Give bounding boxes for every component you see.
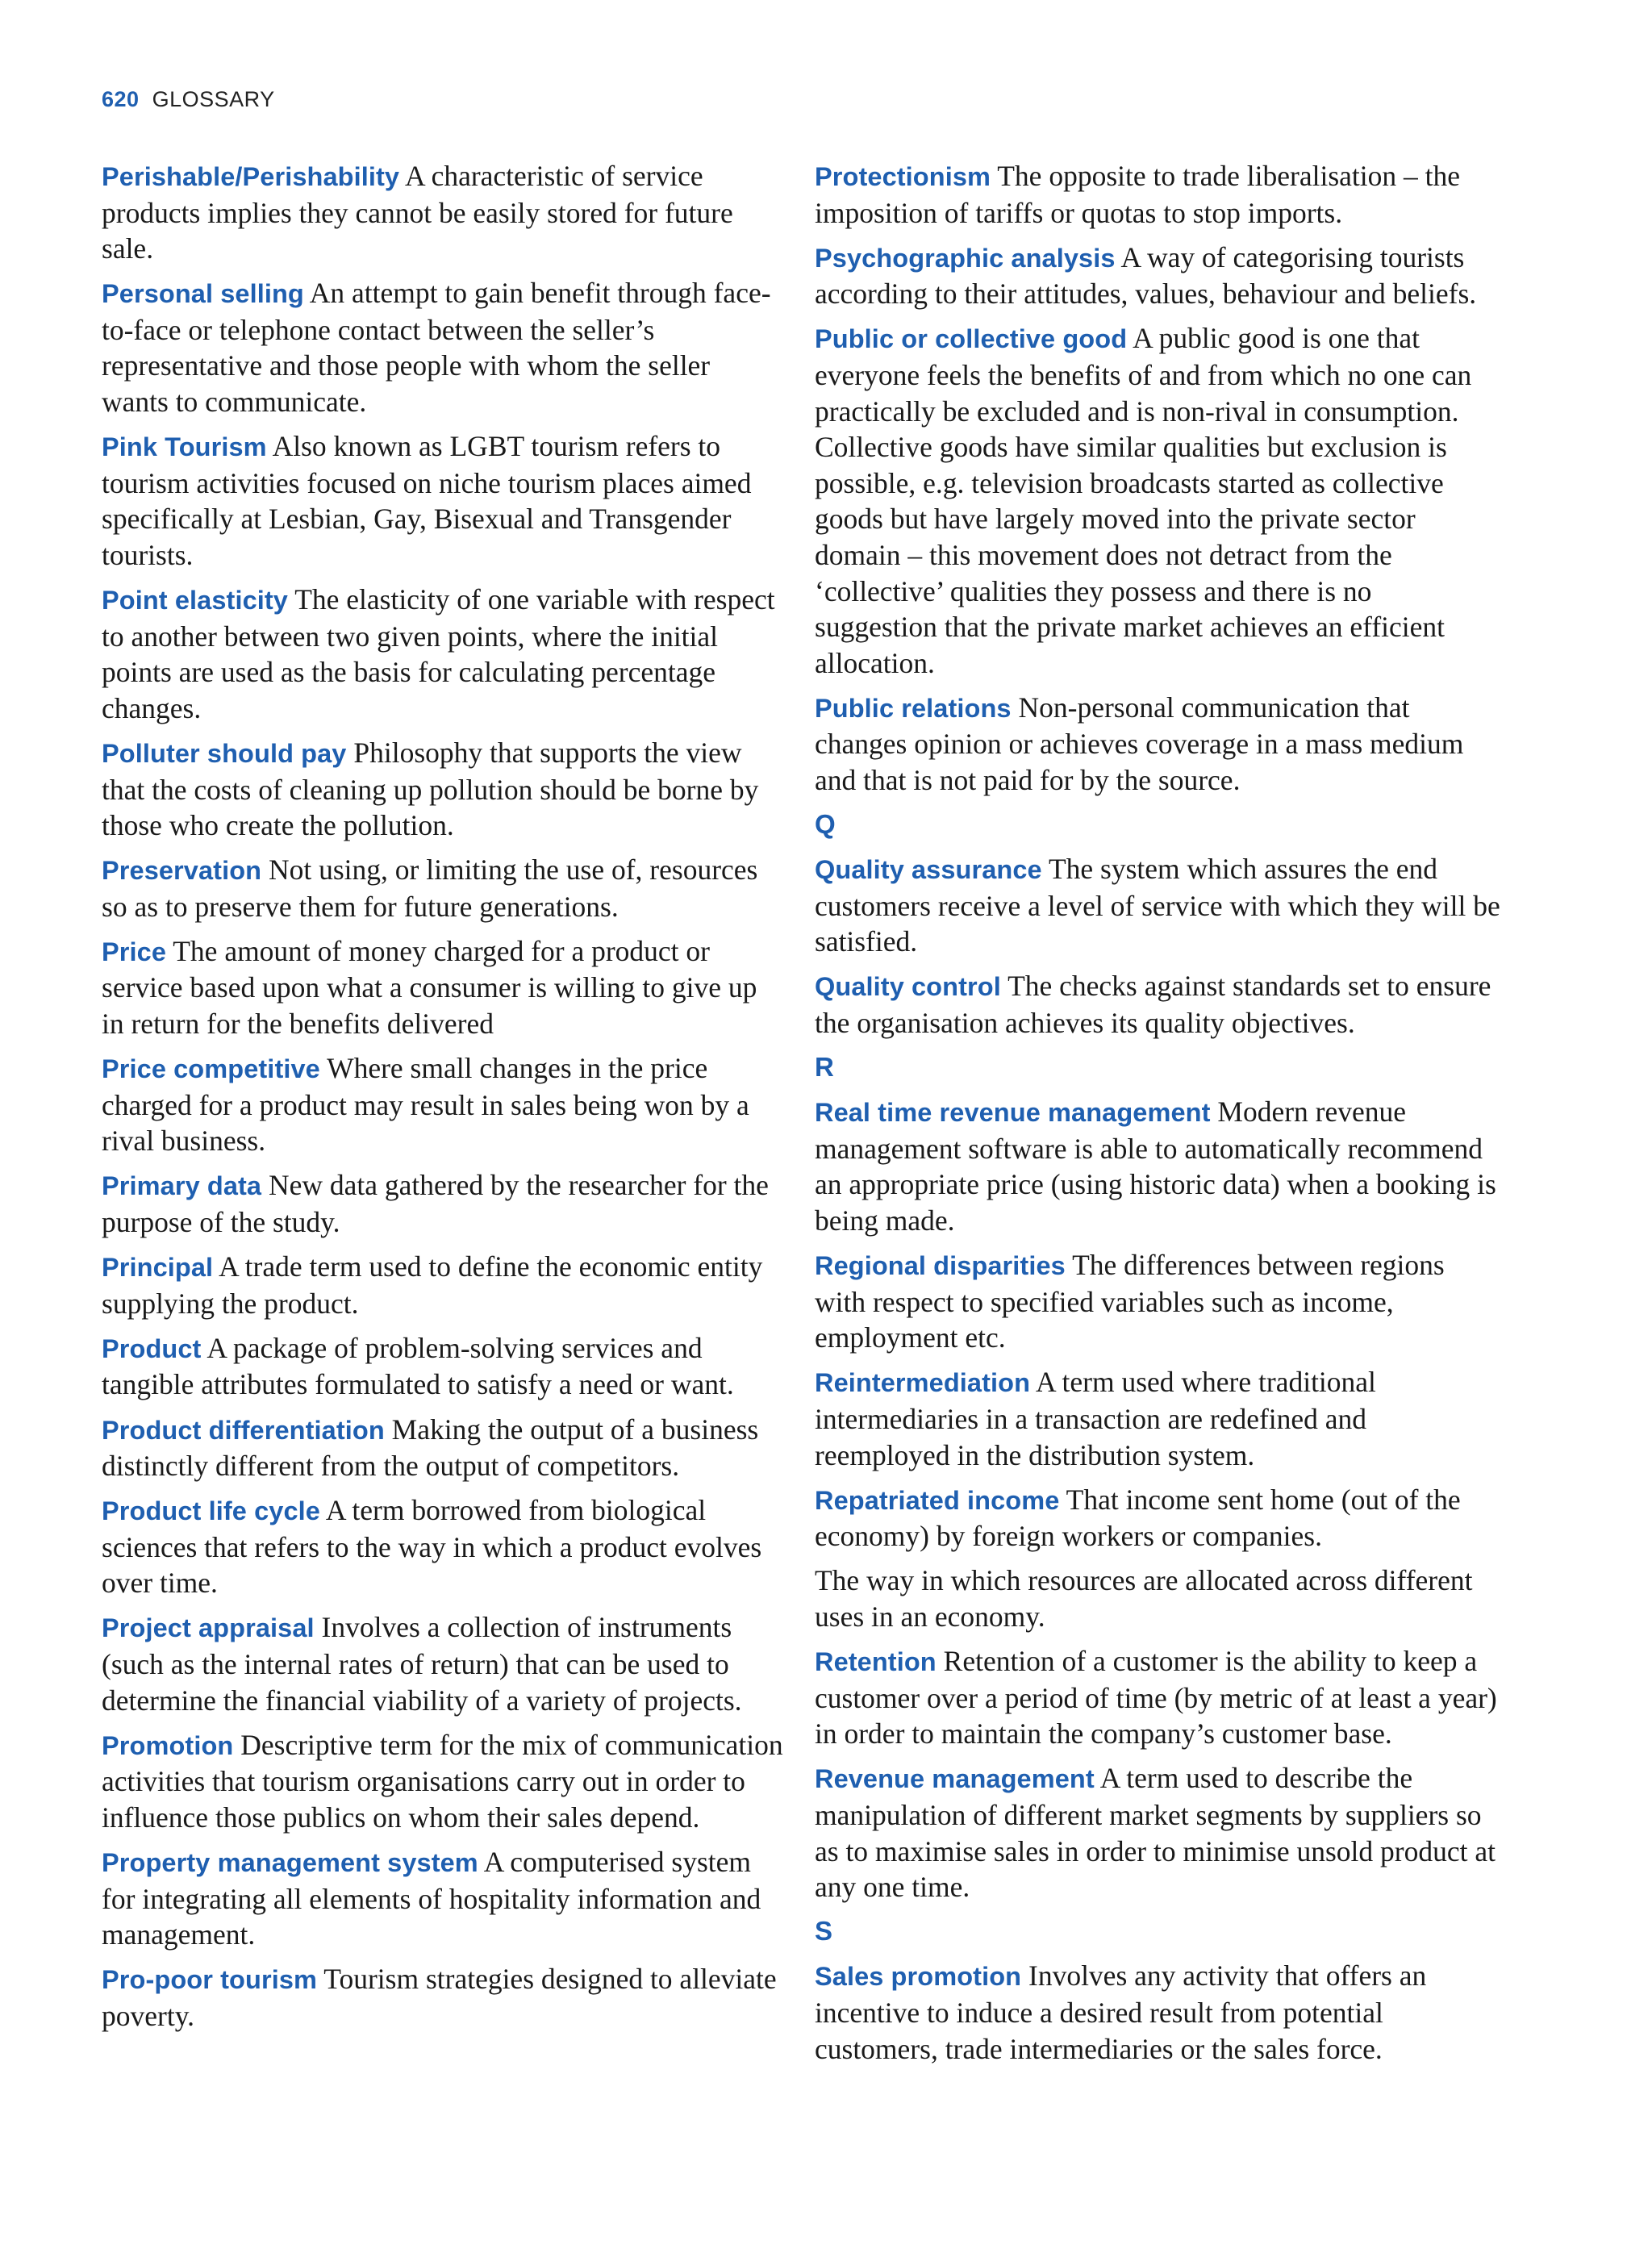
glossary-term: Quality control xyxy=(815,972,1001,1002)
glossary-term: Price competitive xyxy=(102,1054,320,1084)
glossary-definition: The way in which resources are allocated across different uses in an economy. xyxy=(815,1564,1473,1633)
glossary-term: Promotion xyxy=(102,1730,234,1760)
glossary-entry xyxy=(815,240,1500,312)
page-number: 620 xyxy=(102,87,140,111)
glossary-definition: The differences between regions with respect to specified variables such as income, employment etc. xyxy=(815,1249,1445,1354)
section-title: GLOSSARY xyxy=(152,87,275,111)
glossary-entry xyxy=(102,852,783,924)
glossary-term: Quality assurance xyxy=(815,855,1042,885)
glossary-entry xyxy=(102,158,783,267)
glossary-term: Pro-poor tourism xyxy=(102,1965,318,1995)
glossary-term: Price xyxy=(102,937,167,966)
glossary-entry xyxy=(102,1727,783,1836)
glossary-definition: Retention of a customer is the ability to keep a customer over a period of time (by metric of at least a year) in order to maintain the company’s customer base. xyxy=(815,1645,1497,1751)
section-letter: Q xyxy=(815,809,836,840)
glossary-definition: The elasticity of one variable with respect to another between two given points, where the initial points are used as the basis for calculating percentage changes. xyxy=(102,583,775,724)
glossary-definition: An attempt to gain benefit through face-to-face or telephone contact between the seller’s representative and those people with whom the seller wants to communicate. xyxy=(102,277,771,419)
glossary-entry xyxy=(102,933,783,1042)
glossary-entry xyxy=(102,1050,783,1159)
glossary-term: Preservation xyxy=(102,856,262,886)
glossary-term: Retention xyxy=(815,1647,937,1677)
glossary-term: Personal selling xyxy=(102,279,304,309)
glossary-definition: A term borrowed from biological sciences that refers to the way in which a product evolves over time. xyxy=(102,1494,762,1600)
glossary-entry xyxy=(815,968,1500,1041)
glossary-definition: New data gathered by the researcher for the purpose of the study. xyxy=(102,1169,769,1239)
glossary-entry xyxy=(102,1330,783,1403)
glossary-term: Sales promotion xyxy=(815,1962,1022,1992)
glossary-entry xyxy=(815,851,1500,960)
glossary-term: Point elasticity xyxy=(102,586,288,615)
glossary-definition: Modern revenue management software is able to automatically recommend an appropriate price (using historic data) when a booking is being made. xyxy=(815,1095,1496,1237)
glossary-term: Public relations xyxy=(815,693,1012,723)
glossary-entry xyxy=(102,1609,783,1718)
glossary-term: Project appraisal xyxy=(102,1613,315,1643)
glossary-definition: A trade term used to define the economic entity supplying the product. xyxy=(102,1250,763,1320)
glossary-entry xyxy=(815,1364,1500,1473)
glossary-term: Perishable/Perishability xyxy=(102,162,400,191)
glossary-definition: Non-personal communication that changes opinion or achieves coverage in a mass medium and that is not paid for by the source. xyxy=(815,691,1464,796)
glossary-definition: Philosophy that supports the view that the costs of cleaning up pollution should be borne by those who create the pollution. xyxy=(102,736,759,842)
section-letter: R xyxy=(815,1052,834,1083)
glossary-definition: Tourism strategies designed to alleviate poverty. xyxy=(102,1963,777,2032)
glossary-term: Real time revenue management xyxy=(815,1098,1211,1128)
glossary-entry xyxy=(815,1094,1500,1238)
glossary-definition: A term used where traditional intermediaries in a transaction are redefined and reemployed in the distribution system. xyxy=(815,1366,1376,1471)
glossary-definition: Involves any activity that offers an incentive to induce a desired result from potential customers, trade intermediaries or the sales force. xyxy=(815,1959,1427,2065)
glossary-entry xyxy=(815,1563,1500,1634)
glossary-entry xyxy=(815,1482,1500,1554)
glossary-entry xyxy=(815,1247,1500,1356)
glossary-term: Reintermediation xyxy=(815,1368,1031,1398)
glossary-entry xyxy=(102,1249,783,1321)
glossary-definition: That income sent home (out of the economy) by foreign workers or companies. xyxy=(815,1483,1461,1553)
glossary-definition: The system which assures the end customers receive a level of service with which they will be satisfied. xyxy=(815,853,1500,958)
glossary-term: Protectionism xyxy=(815,162,991,191)
glossary-definition: Descriptive term for the mix of communication activities that tourism organisations carry out in order to influence those publics on whom their sales depend. xyxy=(102,1728,783,1834)
glossary-entry xyxy=(815,1643,1500,1752)
glossary-term: Property management system xyxy=(102,1848,478,1878)
section-letter: S xyxy=(815,1916,833,1947)
glossary-definition: A computerised system for integrating all elements of hospitality information and management. xyxy=(102,1846,761,1951)
glossary-definition: A public good is one that everyone feels the benefits of and from which no one can practically be excluded and is non-rival in consumption. Collective goods have similar qualities but exclusion is possible, e.g. television broadcasts started as collective goods but have largely moved into the private sector domain – this movement does not detract from the ‘collective’ qualities they possess and there is no suggestion that the private market achieves an efficient allocation. xyxy=(815,322,1472,679)
glossary-definition: Where small changes in the price charged for a product may result in sales being won by a rival business. xyxy=(102,1052,749,1158)
glossary-entry xyxy=(815,690,1500,799)
glossary-entry xyxy=(815,320,1500,681)
glossary-term: Pink Tourism xyxy=(102,432,267,462)
glossary-definition: The amount of money charged for a product or service based upon what a consumer is willing to give up in return for the benefits delivered xyxy=(102,934,757,1041)
glossary-term: Public or collective good xyxy=(815,324,1128,354)
glossary-entry xyxy=(102,1167,783,1240)
glossary-definition: The opposite to trade liberalisation – the imposition of tariffs or quotas to stop imports. xyxy=(815,160,1461,229)
glossary-entry xyxy=(102,275,783,419)
right-column xyxy=(815,158,1500,2076)
glossary-entry xyxy=(102,582,783,726)
glossary-entry xyxy=(102,1412,783,1484)
glossary-term: Product life cycle xyxy=(102,1496,320,1526)
glossary-definition: Not using, or limiting the use of, resources so as to preserve them for future generations. xyxy=(102,853,758,923)
glossary-term: Revenue management xyxy=(815,1764,1095,1794)
glossary-definition: A way of categorising tourists according to their attitudes, values, behaviour and beliefs. xyxy=(815,240,1477,311)
glossary-definition: The checks against standards set to ensure the organisation achieves its quality objectives. xyxy=(815,970,1491,1040)
glossary-term: Primary data xyxy=(102,1171,262,1201)
glossary-definition: Also known as LGBT tourism refers to tourism activities focused on niche tourism places aimed specifically at Lesbian, Gay, Bisexual and Transgender tourists. xyxy=(102,430,752,571)
glossary-term: Regional disparities xyxy=(815,1251,1066,1281)
glossary-entry xyxy=(102,428,783,573)
glossary-definition: A term used to describe the manipulation of different market segments by suppliers so as to maximise sales in order to minimise unsold product at any one time. xyxy=(815,1762,1496,1904)
glossary-definition: Involves a collection of instruments (such as the internal rates of return) that can be used to determine the financial viability of a variety of projects. xyxy=(102,1611,742,1717)
glossary-entry xyxy=(102,1844,783,1953)
glossary-term: Principal xyxy=(102,1253,214,1283)
glossary-entry xyxy=(102,735,783,844)
glossary-term: Product differentiation xyxy=(102,1415,385,1445)
glossary-term: Repatriated income xyxy=(815,1485,1060,1515)
glossary-entry xyxy=(102,1961,783,2034)
glossary-definition: A package of problem-solving services and tangible attributes formulated to satisfy a need or want. xyxy=(102,1331,734,1401)
glossary-term: Polluter should pay xyxy=(102,738,347,768)
glossary-entry xyxy=(102,1492,783,1601)
glossary-definition: Making the output of a business distinctly different from the output of competitors. xyxy=(102,1413,759,1483)
running-head xyxy=(102,87,275,112)
glossary-entry xyxy=(815,1958,1500,2067)
glossary-entry xyxy=(815,1760,1500,1905)
glossary-term: Product xyxy=(102,1333,202,1363)
glossary-entry xyxy=(815,158,1500,231)
left-column xyxy=(102,158,783,2043)
glossary-definition: A characteristic of service products implies they cannot be easily stored for future sale. xyxy=(102,160,733,265)
glossary-term: Psychographic analysis xyxy=(815,243,1116,273)
